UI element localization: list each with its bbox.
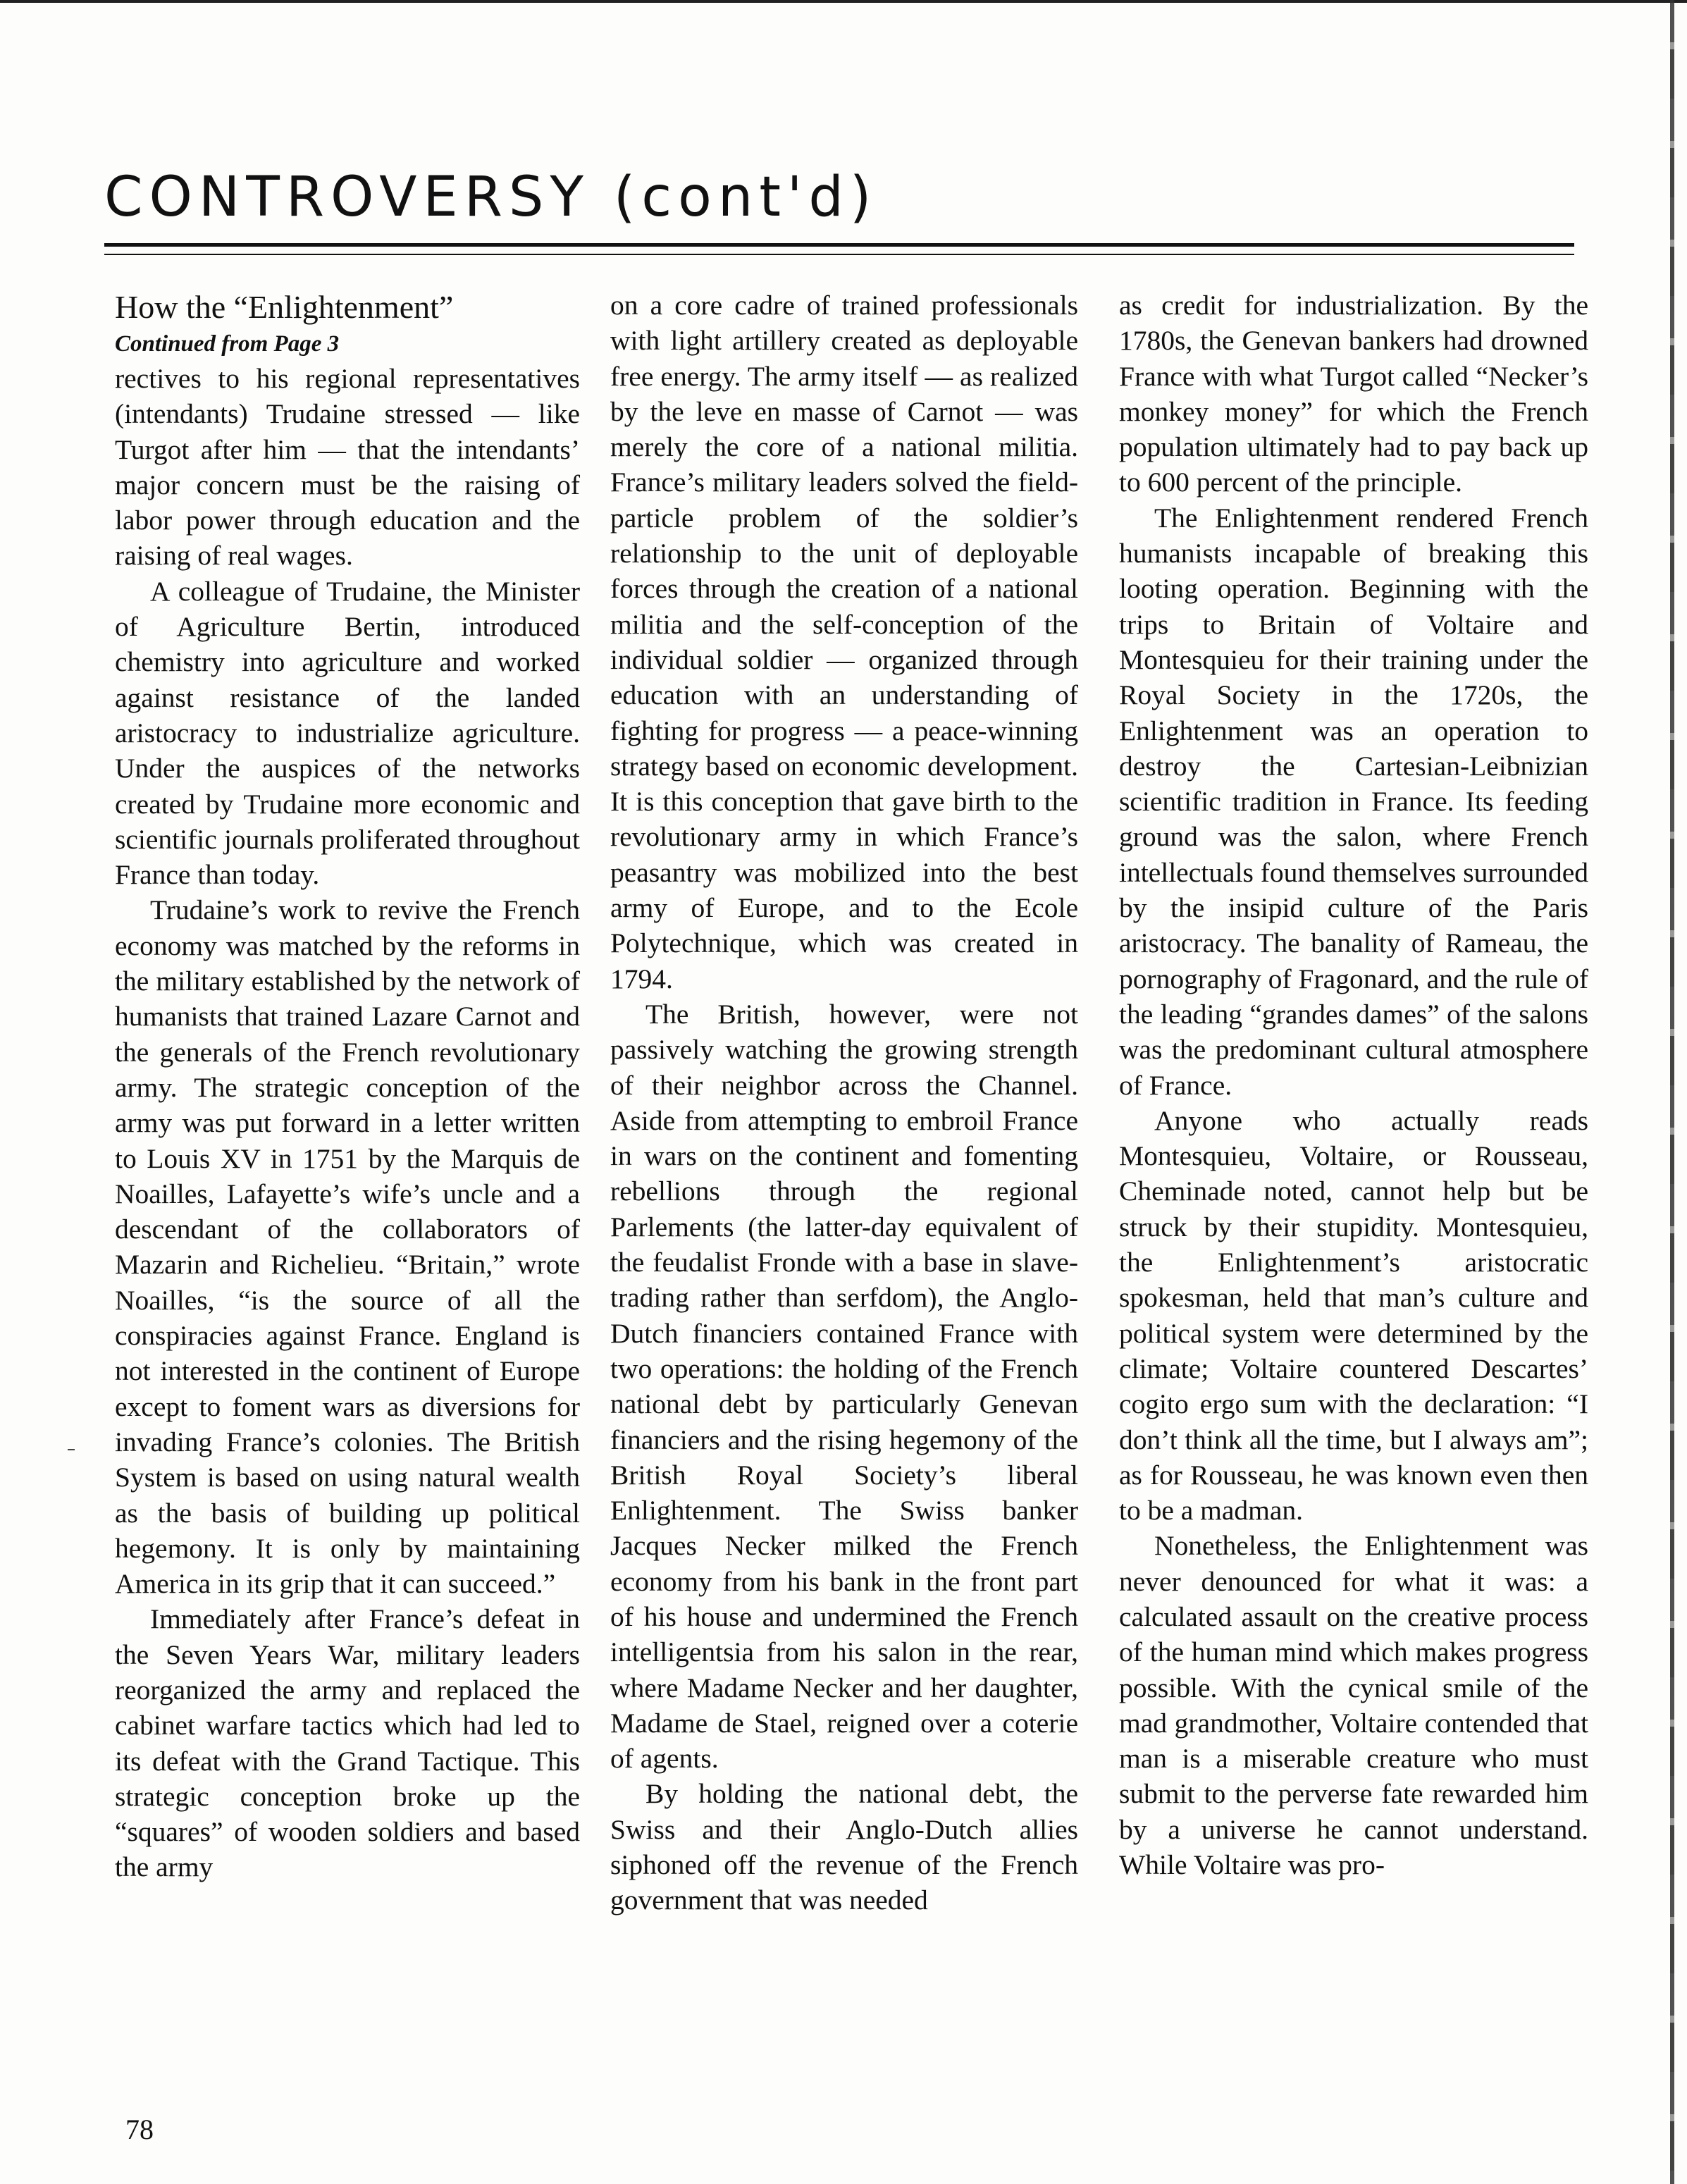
title-rule-thin bbox=[104, 254, 1574, 255]
paragraph: A colleague of Trudaine, the Minister of Agriculture Bertin, introduced chemistry into agriculture and worked against resistance of the landed aristocracy to industrialize agriculture. Under the auspices of the networks created by Trudaine more economic and scientific journals proliferated throughout France than today. bbox=[115, 575, 580, 891]
paragraph: The Enlightenment rendered French humanists incapable of breaking this looting operation. Beginning with the trips to Britain of Voltaire and Montesquieu for their training under the Royal Society in the 1720s, the Enlightenment was an operation to destroy the Cartesian-Leibnizian scientific tradition in France. Its feeding ground was the salon, where French intellectuals found themselves surrounded by the insipid culture of the Paris aristocracy. The banality of Rameau, the pornography of Fragonard, and the rule of the leading “grandes dames” of the salons was the predominant cultural atmosphere of France. bbox=[1119, 502, 1588, 1101]
paragraph: Anyone who actually reads Montesquieu, Voltaire, or Rousseau, Cheminade noted, cannot help but be struck by their stupidity. Montesquieu, the Enlightenment’s aristocratic spokesman, held that man’s culture and political system were determined by the climate; Voltaire countered Descartes’ cogito ergo sum with the declaration: “I don’t think all the time, but I always am”; as for Rousseau, he was known even then to be a madman. bbox=[1119, 1104, 1588, 1526]
paragraph: on a core cadre of trained professionals with light artillery created as deployable free energy. The army itself — as realized by the leve en masse of Carnot — was merely the core of a national militia. France’s military leaders solved the field-particle problem of the soldier’s relationship to the unit of deployable forces through the creation of a national militia and the self-conception of the individual soldier — organized through education with an understanding of fighting for progress — a peace-winning strategy based on economic development. It is this conception that gave birth to the revolutionary army in which France’s peasantry was mobilized into the best army of Europe, and to the Ecole Polytechnique, which was created in 1794. bbox=[610, 290, 1078, 994]
margin-mark bbox=[68, 1449, 75, 1450]
text-column-3 bbox=[1119, 288, 1588, 1882]
text-column-1 bbox=[115, 288, 580, 1885]
text-column-2 bbox=[610, 288, 1078, 1918]
paragraph: Immediately after France’s defeat in the Seven Years War, military leaders reorganized the army and replaced the cabinet warfare tactics which had led to its defeat with the Grand Tactique. This strategic conception broke up the “squares” of wooden soldiers and based the army bbox=[115, 1603, 580, 1883]
paragraph: Nonetheless, the Enlightenment was never denounced for what it was: a calculated assault on the creative process of the human mind which makes progress possible. With the cynical smile of the mad grandmother, Voltaire contended that man is a miserable creature who must submit to the perverse fate rewarded him by a universe he cannot understand. While Voltaire was pro- bbox=[1119, 1530, 1588, 1881]
paragraph: By holding the national debt, the Swiss and their Anglo-Dutch allies siphoned off the revenue of the French government that was needed bbox=[610, 1778, 1078, 1916]
title-rule-thick bbox=[104, 243, 1574, 247]
paragraph: The British, however, were not passively watching the growing strength of their neighbor across the Channel. Aside from attempting to embroil France in wars on the continent and fomenting rebellions through the regional Parlements (the latter-day equivalent of the feudalist Fronde with a base in slave-trading rather than serfdom), the Anglo-Dutch financiers contained France with two operations: the holding of the French national debt by particularly Genevan financiers and the rising hegemony of the British Royal Society’s liberal Enlightenment. The Swiss banker Jacques Necker milked the French economy from his bank in the front part of his house and undermined the French intelligentsia from his salon in the rear, where Madame Necker and her daughter, Madame de Stael, reigned over a coterie of agents. bbox=[610, 998, 1078, 1775]
paragraph: rectives to his regional representatives (intendants) Trudaine stressed — like Turgot after him — that the intendants’ major concern must be the raising of labor power through education and the raising of real wages. bbox=[115, 363, 580, 572]
paragraph: as credit for industrialization. By the 1780s, the Genevan bankers had drowned France with what Turgot called “Necker’s monkey money” for which the French population ultimately had to pay back up to 600 percent of the principle. bbox=[1119, 290, 1588, 498]
page-number: 78 bbox=[125, 2114, 154, 2145]
article-heading: How the “Enlightenment” bbox=[115, 289, 454, 325]
top-border-rule bbox=[0, 0, 1687, 3]
scan-edge-shadow bbox=[1670, 0, 1674, 2184]
paragraph: Trudaine’s work to revive the French economy was matched by the reforms in the military established by the network of humanists that trained Lazare Carnot and the generals of the French revolutionary army. The strategic conception of the army was put forward in a letter written to Louis XV in 1751 by the Marquis de Noailles, Lafayette’s wife’s uncle and a descendant of the collaborators of Mazarin and Richelieu. “Britain,” wrote Noailles, “is the source of all the conspiracies against France. England is not interested in the continent of Europe except to foment wars as diversions for invading France’s colonies. The British System is based on using natural wealth as the basis of building up political hegemony. It is only by maintaining America in its grip that it can succeed.” bbox=[115, 894, 580, 1600]
continued-note: Continued from Page 3 bbox=[115, 331, 340, 357]
section-title: CONTROVERSY (cont'd) bbox=[104, 166, 878, 229]
